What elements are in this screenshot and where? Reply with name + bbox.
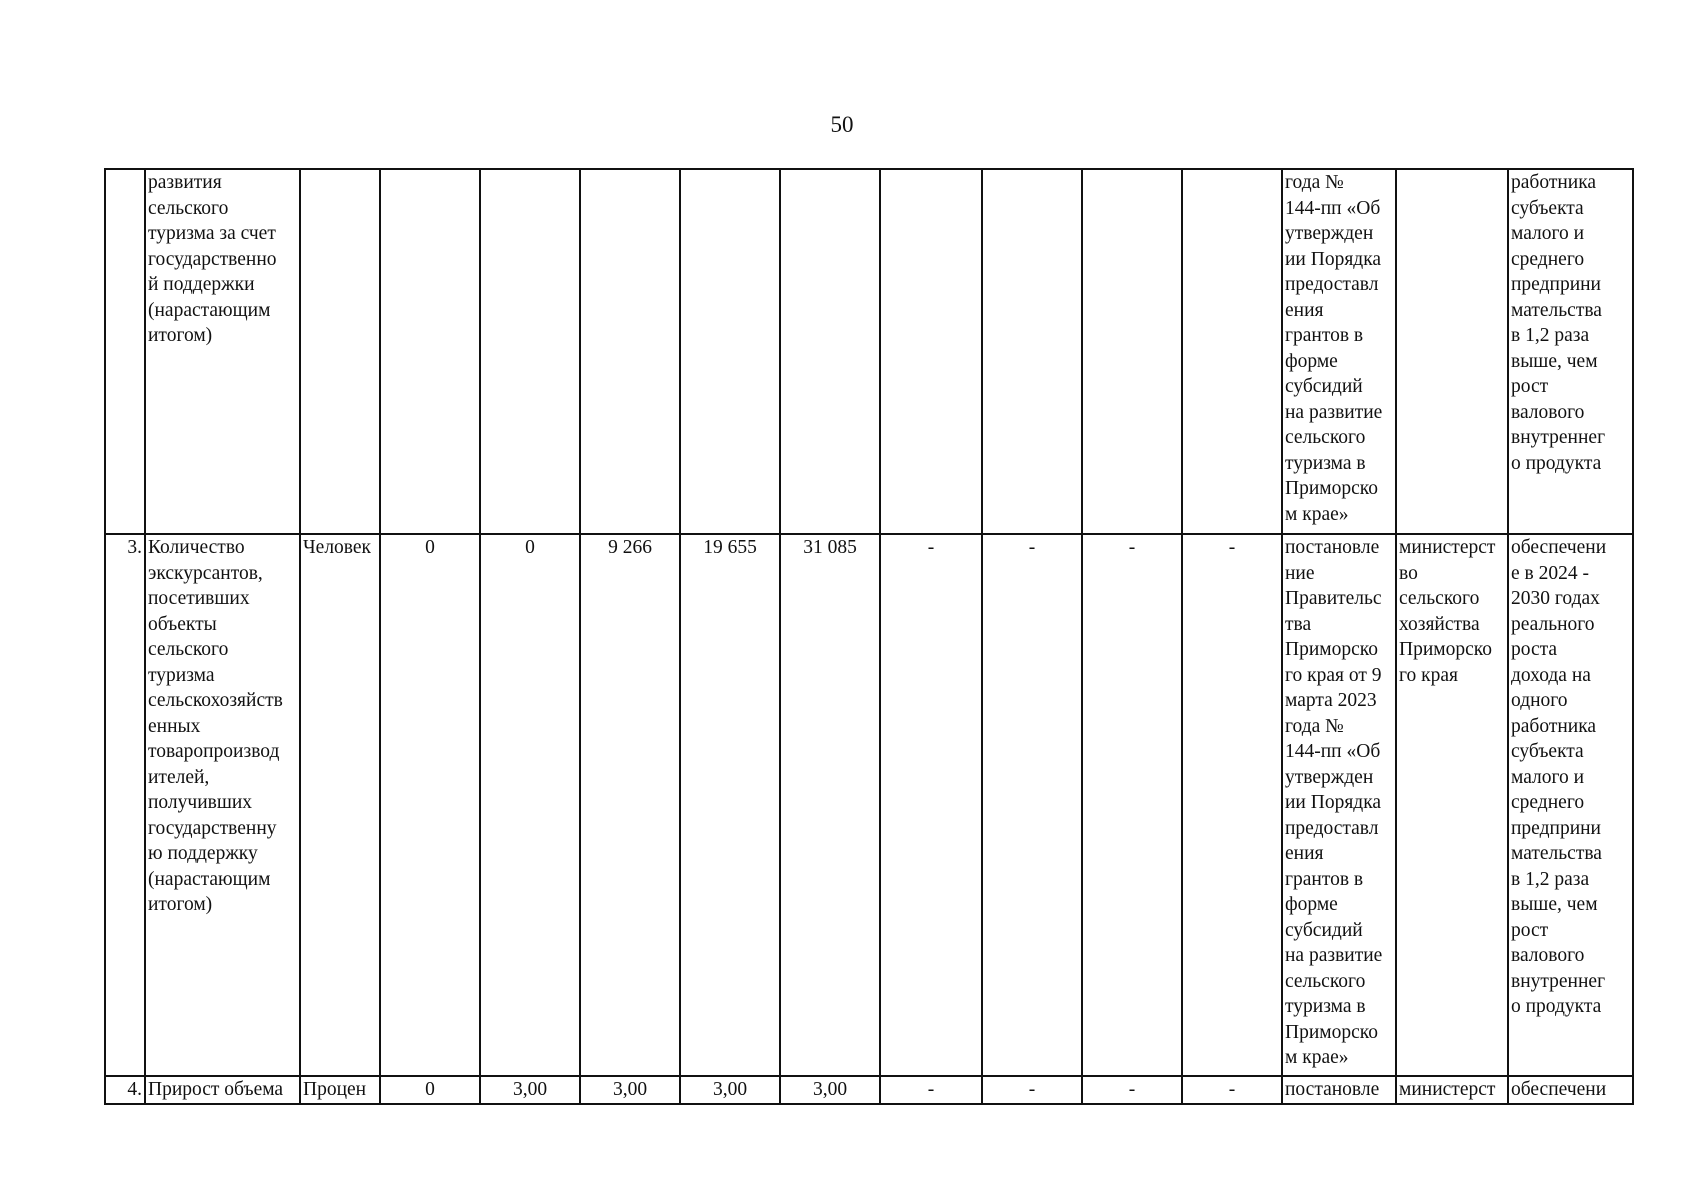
value-cell: - — [1182, 1076, 1282, 1104]
value-cell: - — [880, 534, 982, 1076]
value-cell: 19 655 — [680, 534, 780, 1076]
table-row — [105, 169, 1633, 534]
value-cell: - — [1182, 534, 1282, 1076]
value-cell: 0 — [480, 534, 580, 1076]
value-cell: - — [1082, 534, 1182, 1076]
value-cell — [982, 169, 1082, 534]
unit: Человек — [300, 534, 380, 1076]
value-cell: 3,00 — [580, 1076, 680, 1104]
document-cell: постановле ние Правительс тва Приморско го края от 9 марта 2023 года № 144-пп «Об утвержден ии Порядка предоставл ения грантов в форме субсидий на развитие сельского туризма в Приморско м крае» — [1285, 537, 1383, 1068]
value-cell — [380, 169, 480, 534]
link-cell: работника субъекта малого и среднего предприни мательства в 1,2 раза выше, чем рост валового внутреннег о продукта — [1511, 172, 1606, 474]
document-cell: постановле — [1285, 1079, 1380, 1100]
unit — [300, 169, 380, 534]
indicator-name: Количество экскурсантов, посетивших объекты сельского туризма сельскохозяйств енных товаропроизвод ителей, получивших государственну ю поддержку (нарастающим итогом) — [148, 537, 283, 915]
value-cell — [680, 169, 780, 534]
value-cell: 3,00 — [480, 1076, 580, 1104]
indicator-name: Прирост объема — [148, 1079, 284, 1100]
responsible-cell: министерст — [1399, 1079, 1496, 1100]
value-cell: - — [982, 534, 1082, 1076]
row-number — [105, 169, 145, 534]
responsible-cell: министерст во сельского хозяйства Приморско го края — [1399, 537, 1496, 686]
link-cell: обеспечени е в 2024 - 2030 годах реального роста дохода на одного работника субъекта малого и среднего предприни мательства в 1,2 раза выше, чем рост валового внутреннег о продукта — [1511, 537, 1607, 1017]
table-row — [105, 534, 1633, 1076]
page-number: 50 — [830, 112, 854, 137]
value-cell — [780, 169, 880, 534]
indicators-table — [104, 168, 1634, 1105]
table-row — [105, 1076, 1633, 1104]
indicator-name: развития сельского туризма за счет государственно й поддержки (нарастающим итогом) — [148, 172, 277, 346]
document-cell: года № 144-пп «Об утвержден ии Порядка предоставл ения грантов в форме субсидий на развитие сельского туризма в Приморско м крае» — [1285, 172, 1383, 525]
value-cell — [880, 169, 982, 534]
value-cell: 0 — [380, 534, 480, 1076]
row-number: 3. — [105, 534, 145, 1076]
value-cell — [1182, 169, 1282, 534]
value-cell: 9 266 — [580, 534, 680, 1076]
row-number: 4. — [105, 1076, 145, 1104]
value-cell: 0 — [380, 1076, 480, 1104]
value-cell: 31 085 — [780, 534, 880, 1076]
unit: Процен — [300, 1076, 380, 1104]
value-cell: - — [1082, 1076, 1182, 1104]
value-cell: 3,00 — [780, 1076, 880, 1104]
link-cell: обеспечени — [1511, 1079, 1607, 1100]
value-cell: - — [982, 1076, 1082, 1104]
value-cell — [480, 169, 580, 534]
value-cell — [580, 169, 680, 534]
value-cell: - — [880, 1076, 982, 1104]
value-cell: 3,00 — [680, 1076, 780, 1104]
value-cell — [1082, 169, 1182, 534]
